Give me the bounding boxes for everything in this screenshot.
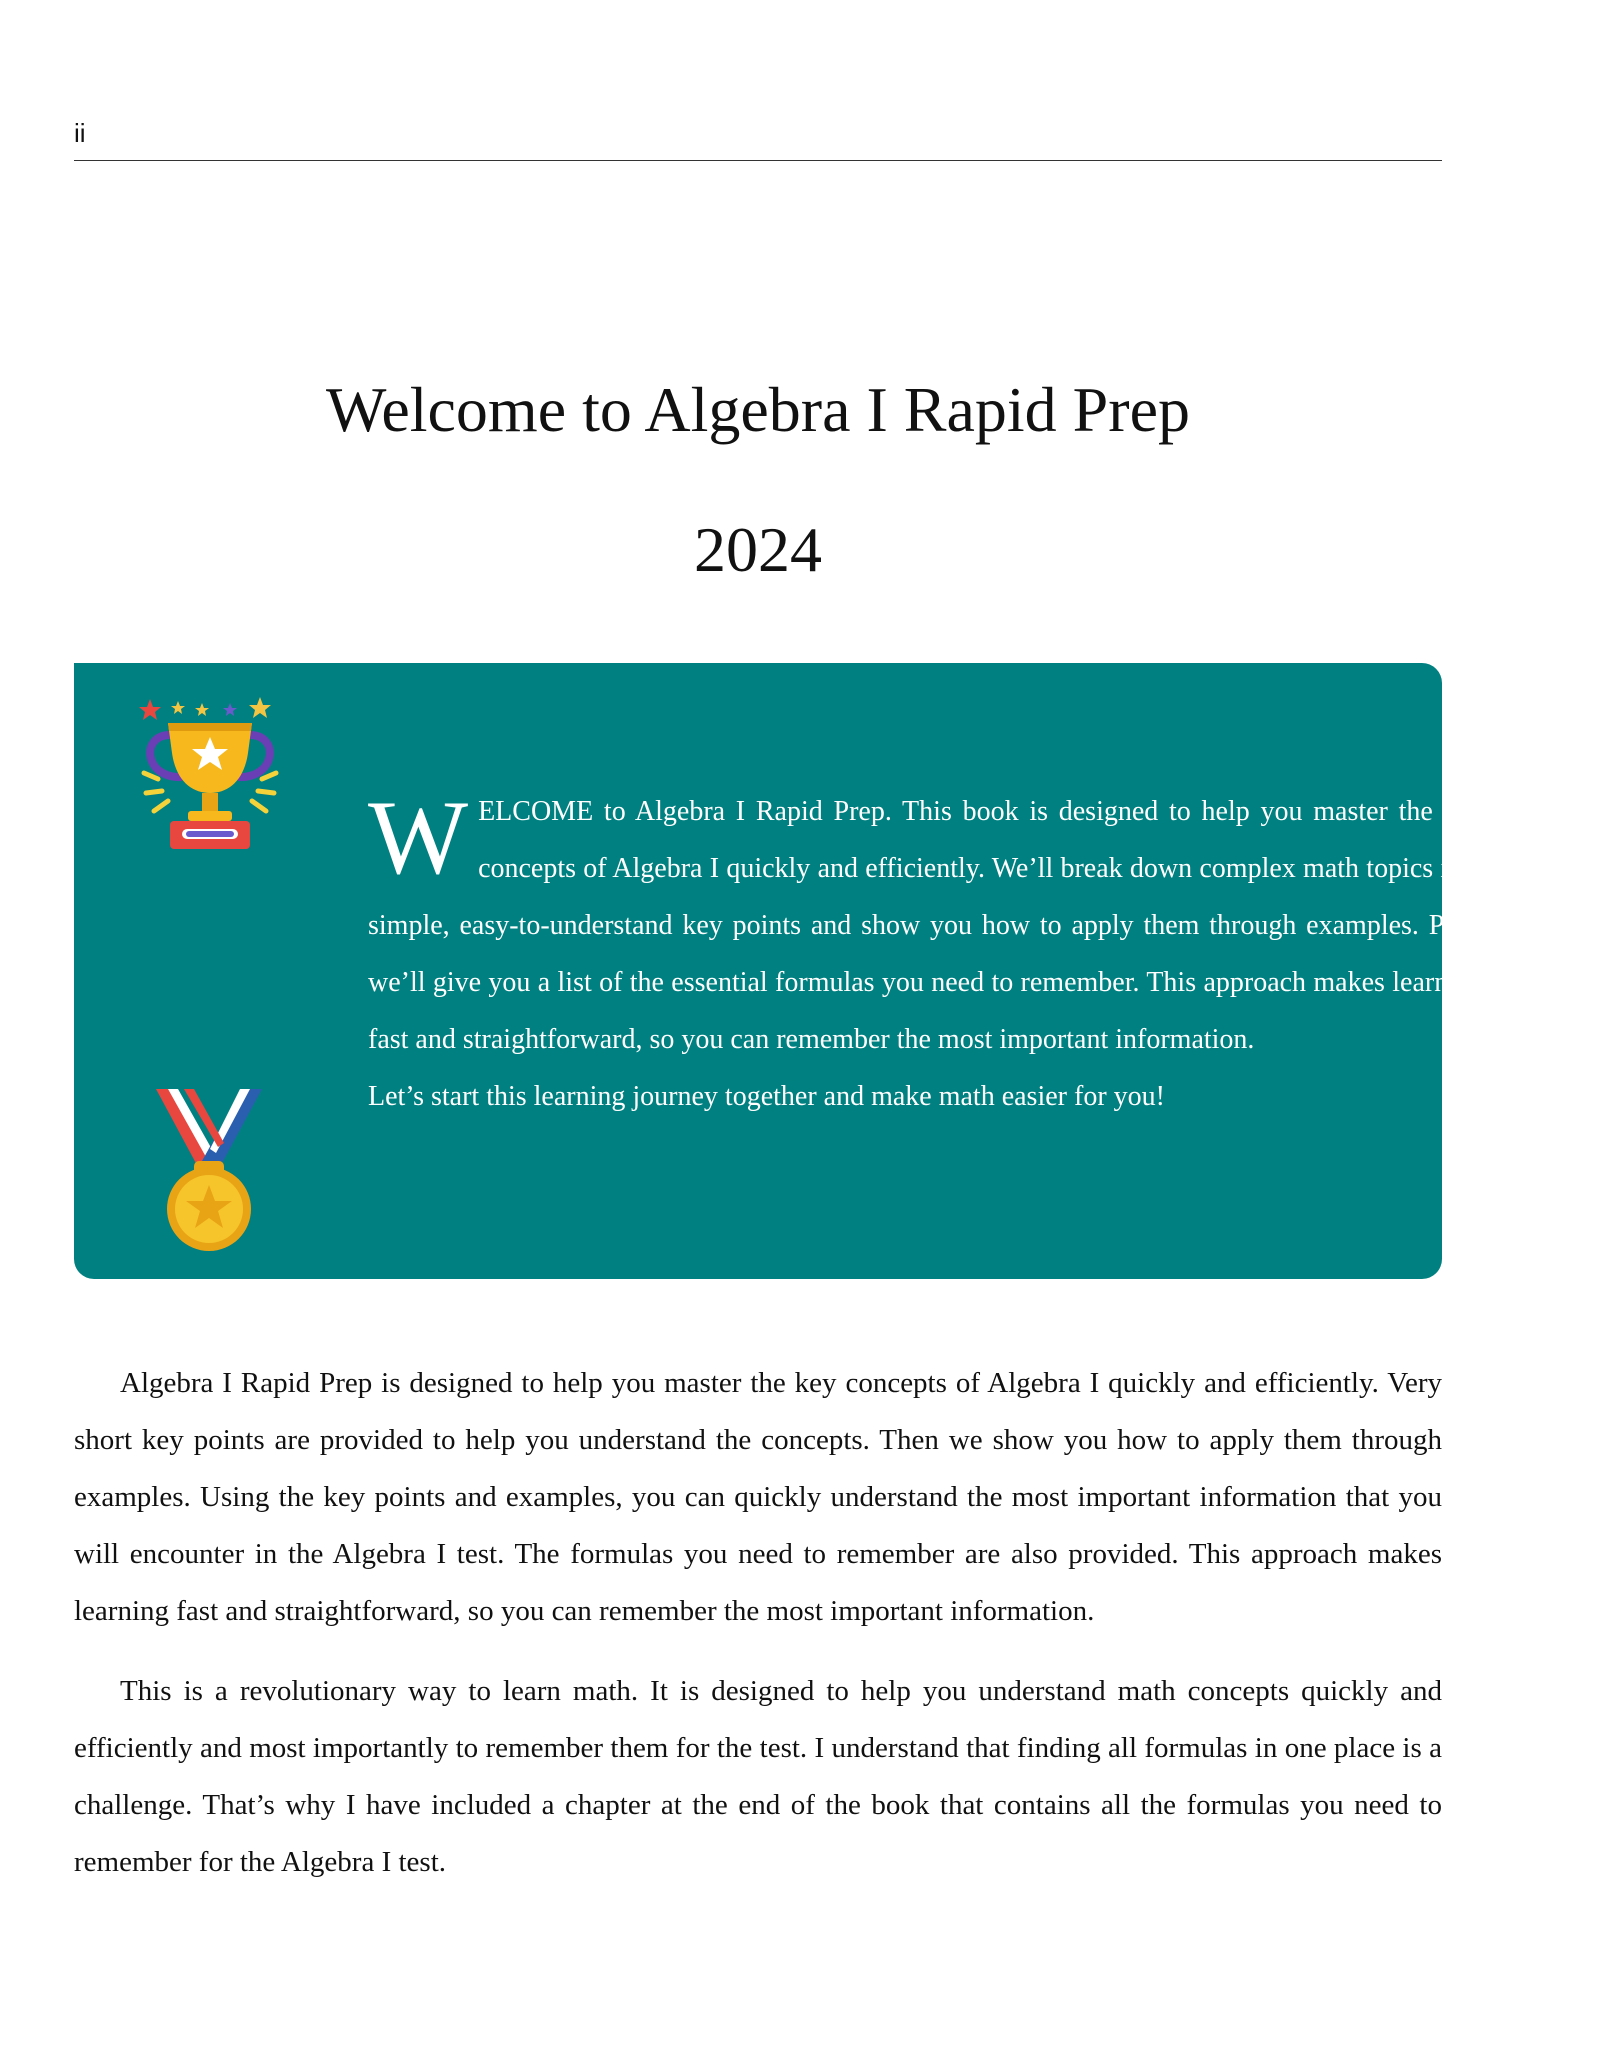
drop-cap: W [368,779,469,896]
welcome-paragraph-1 [368,779,1484,1068]
trophy-icon [130,693,290,853]
body-paragraph-2: This is a revolutionary way to learn math. It is designed to help you understand math concepts quickly and efficiently and most importantly to remember them for the test. I understand that finding all formulas in one place is a challenge. That’s why I have included a chapter at the end of the book that contains all the formulas you need to remember for the Algebra I test. [74,1675,1442,1878]
body-paragraph-1: Algebra I Rapid Prep is designed to help you master the key concepts of Algebra I quickly and efficiently. Very short key points are provided to help you understand the concepts. Then we show you how to apply them through examples. Using the key points and examples, you can quickly understand the most important information that you will encounter in the Algebra I test. The formulas you need to remember are also provided. This approach makes learning fast and straightforward, so you can remember the most important information. [74,1367,1442,1627]
welcome-box [74,663,1484,1279]
header-rule [74,160,1442,161]
page-number: ii [74,118,86,148]
medal-icon [154,1087,264,1257]
page-title: Welcome to Algebra I Rapid Prep [326,374,1190,445]
welcome-paragraph-1-text: ELCOME to Algebra I Rapid Prep. This book is designed to help you master the key concepts of Algebra I quickly and efficiently. We’ll break down complex math topics into simple, easy-to-understand key points and show you how to apply them through examples. Plus, we’ll give you a list of the essential formulas you need to remember. This approach makes learning fast and straightforward, so you can remember the most important information. [368,796,1484,1055]
welcome-paragraph-2: Let’s start this learning journey together and make math easier for you! [368,1081,1165,1112]
body-text [74,1355,1442,1914]
page-year: 2024 [694,514,822,585]
welcome-text [368,779,1484,1125]
